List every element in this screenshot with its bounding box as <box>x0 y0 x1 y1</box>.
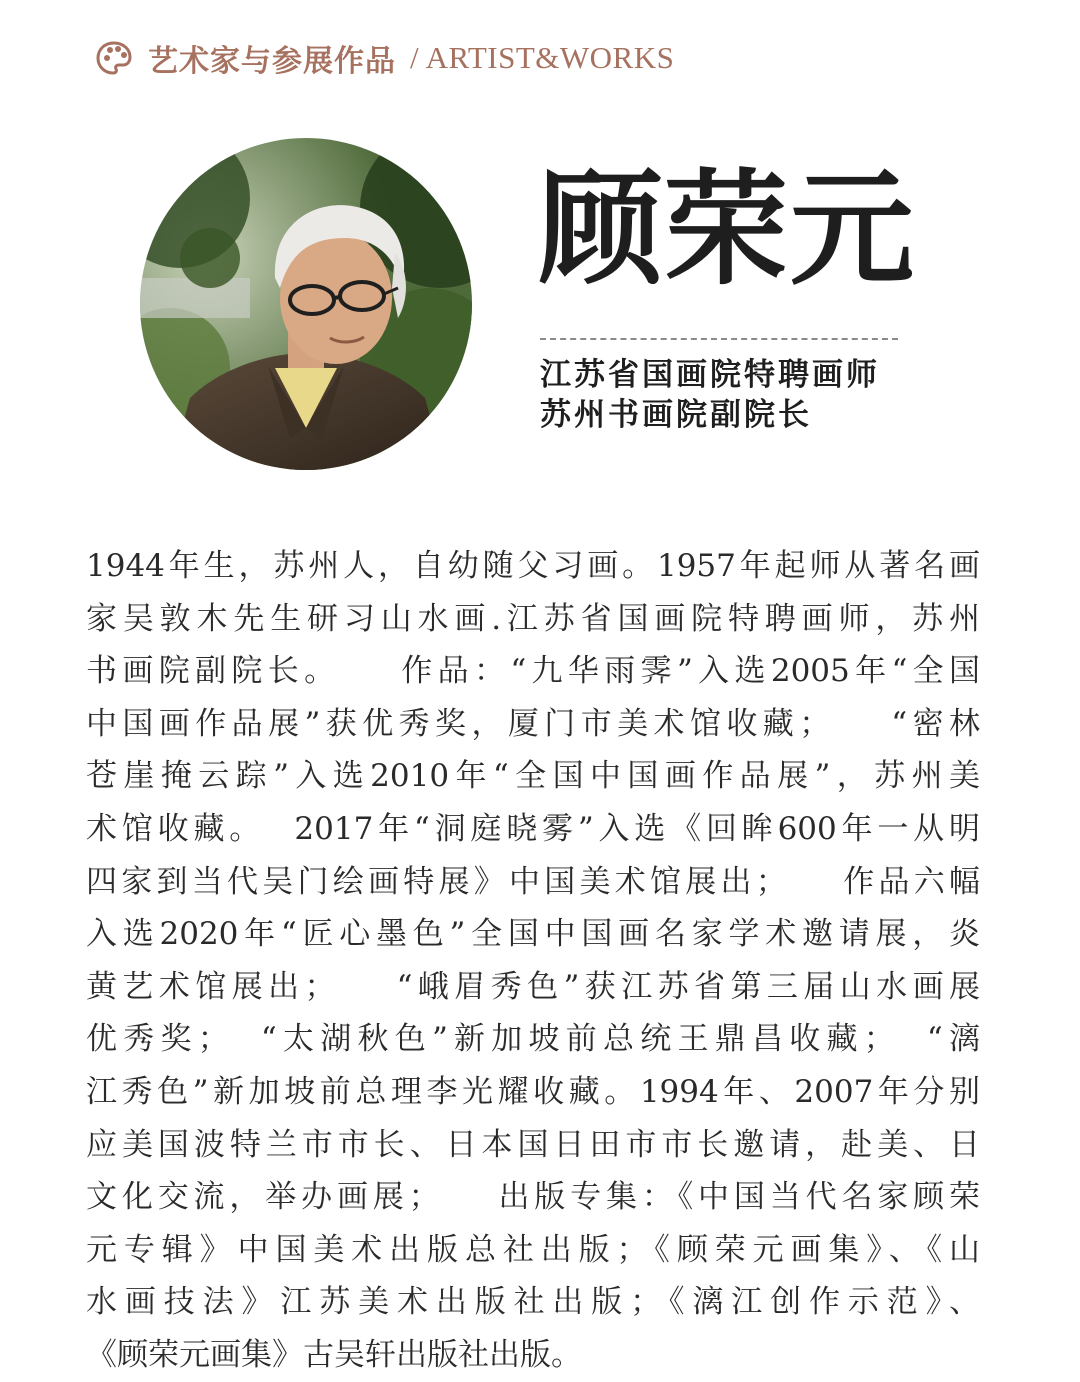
artist-title-line: 苏州书画院副院长 <box>540 397 812 433</box>
artist-titles <box>540 355 880 435</box>
section-title-en: / ARTIST&WORKS <box>410 40 675 75</box>
artist-biography <box>86 540 980 1382</box>
section-title-cn: 艺术家与参展作品 <box>148 44 396 79</box>
section-header <box>96 36 674 80</box>
bio-line: 优秀奖； “太湖秋色”新加坡前总统王鼎昌收藏； “漓 <box>86 1021 980 1058</box>
bio-line: 水画技法》江苏美术出版社出版；《漓江创作示范》、 <box>86 1284 980 1321</box>
bio-line: 家吴敦木先生研习山水画.江苏省国画院特聘画师，苏州 <box>86 600 980 637</box>
bio-line: 文化交流，举办画展； 出版专集：《中国当代名家顾荣 <box>86 1179 980 1216</box>
bio-line: 1944年生，苏州人，自幼随父习画。1957年起师从著名画 <box>86 548 980 584</box>
bio-line: 元专辑》中国美术出版总社出版；《顾荣元画集》、《山 <box>86 1231 980 1268</box>
artist-name: 顾荣元 <box>538 157 917 302</box>
bio-line: 应美国波特兰市市长、日本国日田市市长邀请，赴美、日 <box>86 1126 980 1163</box>
artist-portrait <box>140 138 472 470</box>
bio-line: 四家到当代吴门绘画特展》中国美术馆展出； 作品六幅 <box>86 863 980 900</box>
bio-line: 入选2020年“匠心墨色”全国中国画名家学术邀请展，炎 <box>86 916 980 953</box>
bio-line: 苍崖掩云踪”入选2010年“全国中国画作品展”，苏州美 <box>86 758 980 795</box>
bio-line: 《顾荣元画集》古吴轩出版社出版。 <box>86 1336 582 1373</box>
bio-line: 术馆收藏。 2017年“洞庭晓雾”入选《回眸600年一从明 <box>86 810 980 847</box>
bio-line: 书画院副院长。 作品：“九华雨霁”入选2005年“全国 <box>86 653 980 690</box>
bio-line: 黄艺术馆展出； “峨眉秀色”获江苏省第三届山水画展 <box>86 968 980 1005</box>
divider <box>540 338 898 340</box>
bio-line: 江秀色”新加坡前总理李光耀收藏。1994年、2007年分别 <box>86 1073 980 1110</box>
bio-line: 中国画作品展”获优秀奖，厦门市美术馆收藏； “密林 <box>86 705 980 742</box>
artist-title-line: 江苏省国画院特聘画师 <box>540 357 880 393</box>
palette-icon <box>96 40 132 76</box>
